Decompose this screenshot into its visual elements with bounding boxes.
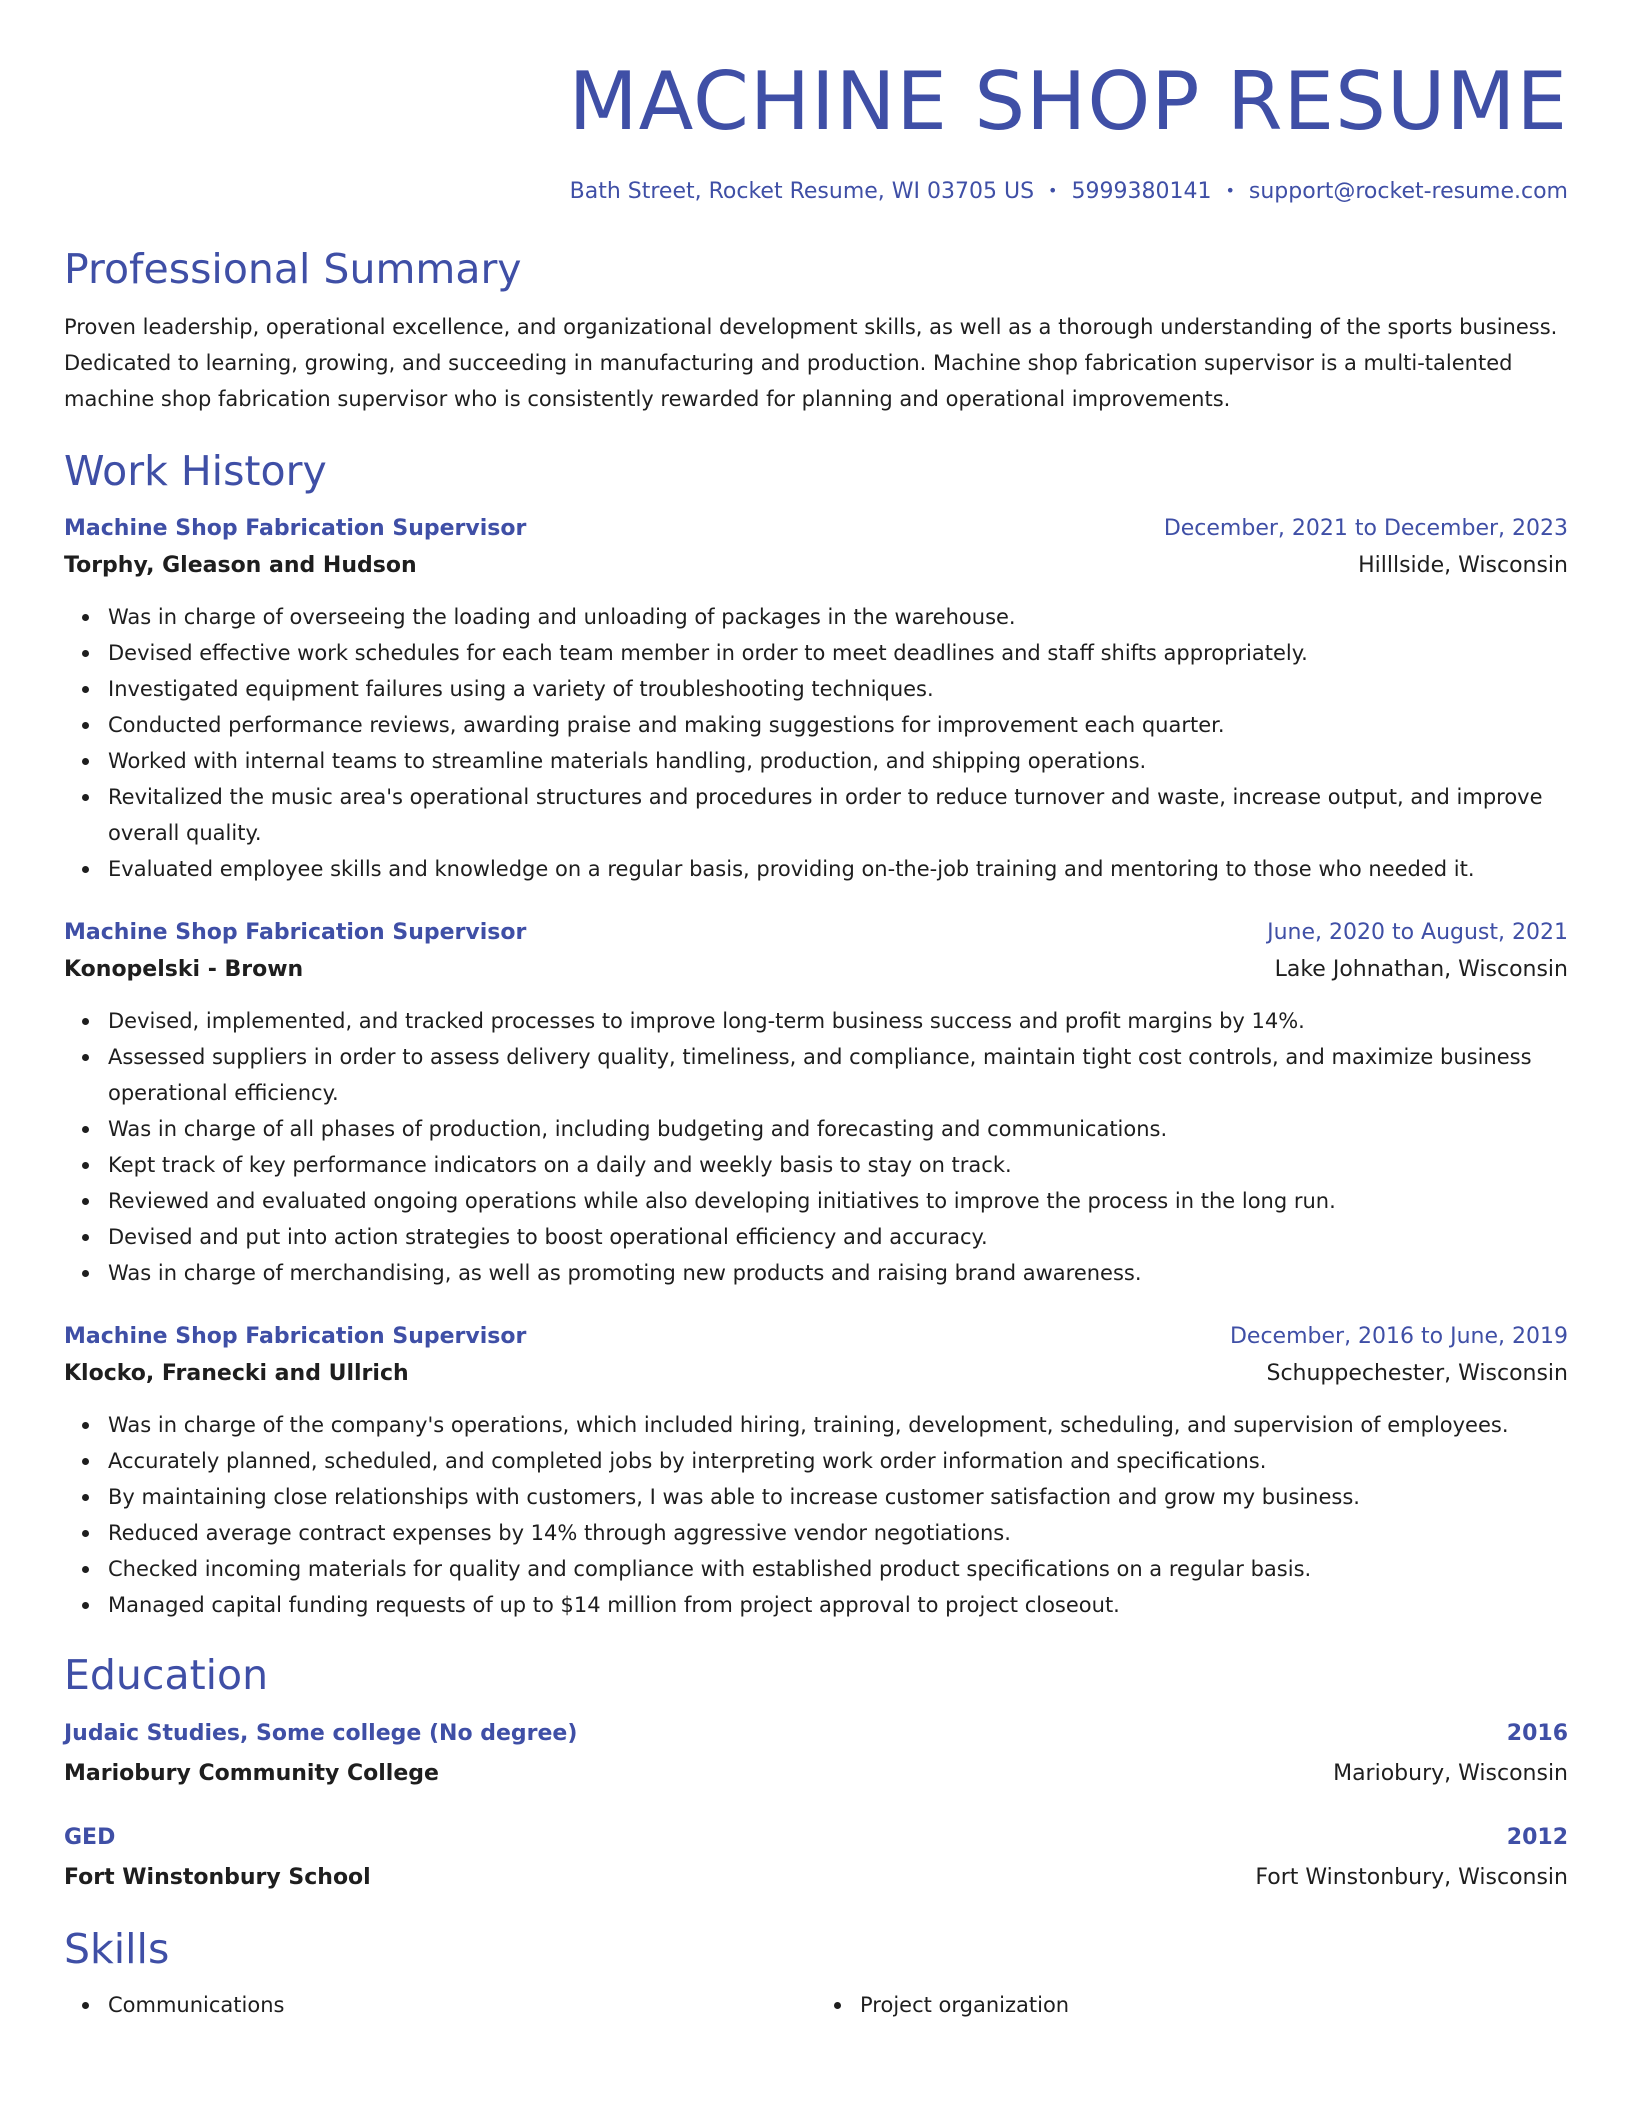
job-company-row [64, 1355, 1568, 1393]
bullet-item: Was in charge of merchandising, as well as promoting new products and raising brand awareness. [108, 1255, 1568, 1291]
education-entry [64, 1819, 1568, 1899]
skill-item: Communications [108, 1987, 816, 2023]
bullet-item: Kept track of key performance indicators on a daily and weekly basis to stay on track. [108, 1147, 1568, 1183]
job-entry [64, 915, 1568, 1291]
education-location: Fort Winstonbury, Wisconsin [1255, 1865, 1568, 1890]
education-entry [64, 1715, 1568, 1795]
education-degree: GED [64, 1825, 116, 1850]
contact-line [64, 176, 1568, 207]
bullet-item: Reduced average contract expenses by 14% through aggressive vendor negotiations. [108, 1515, 1568, 1551]
bullet-item: Was in charge of the company's operations, which included hiring, training, development, scheduling, and supervision of employees. [108, 1407, 1568, 1443]
job-title-row [64, 1319, 1568, 1355]
bullet-item: Conducted performance reviews, awarding praise and making suggestions for improvement each quarter. [108, 707, 1568, 743]
bullet-item: Investigated equipment failures using a variety of troubleshooting techniques. [108, 671, 1568, 707]
work-history-heading: Work History [64, 447, 327, 495]
education-year: 2016 [1506, 1721, 1568, 1746]
education-location: Mariobury, Wisconsin [1333, 1761, 1568, 1786]
job-company-row [64, 547, 1568, 585]
job-role: Machine Shop Fabrication Supervisor [64, 516, 527, 541]
contact-separator: • [1048, 181, 1058, 200]
contact-address: Bath Street, Rocket Resume, WI 03705 US [569, 179, 1035, 204]
bullet-item: Evaluated employee skills and knowledge on a regular basis, providing on-the-job training and mentoring to those who needed it. [108, 851, 1568, 887]
education-school-row [64, 1857, 1568, 1899]
education-school: Mariobury Community College [64, 1761, 439, 1786]
job-entry [64, 1319, 1568, 1623]
job-role: Machine Shop Fabrication Supervisor [64, 920, 527, 945]
bullet-item: Devised effective work schedules for each team member in order to meet deadlines and staff shifts appropriately. [108, 635, 1568, 671]
summary-heading: Professional Summary [64, 245, 522, 293]
contact-phone: 5999380141 [1071, 179, 1212, 204]
job-title-row [64, 511, 1568, 547]
job-company: Torphy, Gleason and Hudson [64, 553, 417, 578]
job-bullets [64, 1407, 1568, 1623]
job-company-row [64, 951, 1568, 989]
bullet-item: Revitalized the music area's operational structures and procedures in order to reduce turnover and waste, increase output, and improve overall quality. [108, 779, 1568, 851]
skills-heading: Skills [64, 1925, 170, 1973]
job-company: Klocko, Franecki and Ullrich [64, 1361, 409, 1386]
bullet-item: Assessed suppliers in order to assess delivery quality, timeliness, and compliance, maintain tight cost controls, and maximize business operational efficiency. [108, 1039, 1568, 1111]
bullet-item: Reviewed and evaluated ongoing operations while also developing initiatives to improve the process in the long run. [108, 1183, 1568, 1219]
bullet-item: Devised, implemented, and tracked processes to improve long-term business success and profit margins by 14%. [108, 1003, 1568, 1039]
skills-column-right [816, 1987, 1568, 2023]
skills-column-left [64, 1987, 816, 2023]
education-degree-row [64, 1819, 1568, 1857]
education-school-row [64, 1753, 1568, 1795]
job-entry [64, 511, 1568, 887]
education-heading: Education [64, 1651, 269, 1699]
resume-header [64, 52, 1568, 207]
bullet-item: By maintaining close relationships with customers, I was able to increase customer satisfaction and grow my business. [108, 1479, 1568, 1515]
bullet-item: Was in charge of overseeing the loading and unloading of packages in the warehouse. [108, 599, 1568, 635]
resume-name: MACHINE SHOP RESUME [568, 55, 1568, 148]
summary-text: Proven leadership, operational excellence, and organizational development skills, as well as a thorough understanding of the sports business. Dedicated to learning, growing, and succeeding in manufacturing and production. Machine shop fabrication supervisor is a multi-talented machine shop fabrication supervisor who is consistently rewarded for planning and operational improvements. [64, 315, 1558, 411]
job-location: Hilllside, Wisconsin [1358, 553, 1568, 578]
job-bullets [64, 599, 1568, 887]
job-dates: June, 2020 to August, 2021 [1267, 920, 1568, 945]
education-year: 2012 [1506, 1825, 1568, 1850]
job-dates: December, 2021 to December, 2023 [1163, 516, 1568, 541]
job-location: Schuppechester, Wisconsin [1266, 1361, 1568, 1386]
job-bullets [64, 1003, 1568, 1291]
contact-separator: • [1225, 181, 1235, 200]
job-location: Lake Johnathan, Wisconsin [1274, 957, 1568, 982]
bullet-item: Was in charge of all phases of production, including budgeting and forecasting and communications. [108, 1111, 1568, 1147]
skills-list [64, 1987, 1568, 2023]
bullet-item: Checked incoming materials for quality and compliance with established product specifications on a regular basis. [108, 1551, 1568, 1587]
bullet-item: Managed capital funding requests of up to $14 million from project approval to project closeout. [108, 1587, 1568, 1623]
education-degree: Judaic Studies, Some college (No degree) [64, 1721, 578, 1746]
job-company: Konopelski - Brown [64, 957, 304, 982]
education-degree-row [64, 1715, 1568, 1753]
job-role: Machine Shop Fabrication Supervisor [64, 1324, 527, 1349]
contact-email: support@rocket-resume.com [1248, 179, 1568, 204]
skill-item: Project organization [860, 1987, 1568, 2023]
education-school: Fort Winstonbury School [64, 1865, 371, 1890]
job-dates: December, 2016 to June, 2019 [1229, 1324, 1568, 1349]
bullet-item: Accurately planned, scheduled, and completed jobs by interpreting work order information and specifications. [108, 1443, 1568, 1479]
bullet-item: Worked with internal teams to streamline materials handling, production, and shipping operations. [108, 743, 1568, 779]
job-title-row [64, 915, 1568, 951]
bullet-item: Devised and put into action strategies to boost operational efficiency and accuracy. [108, 1219, 1568, 1255]
